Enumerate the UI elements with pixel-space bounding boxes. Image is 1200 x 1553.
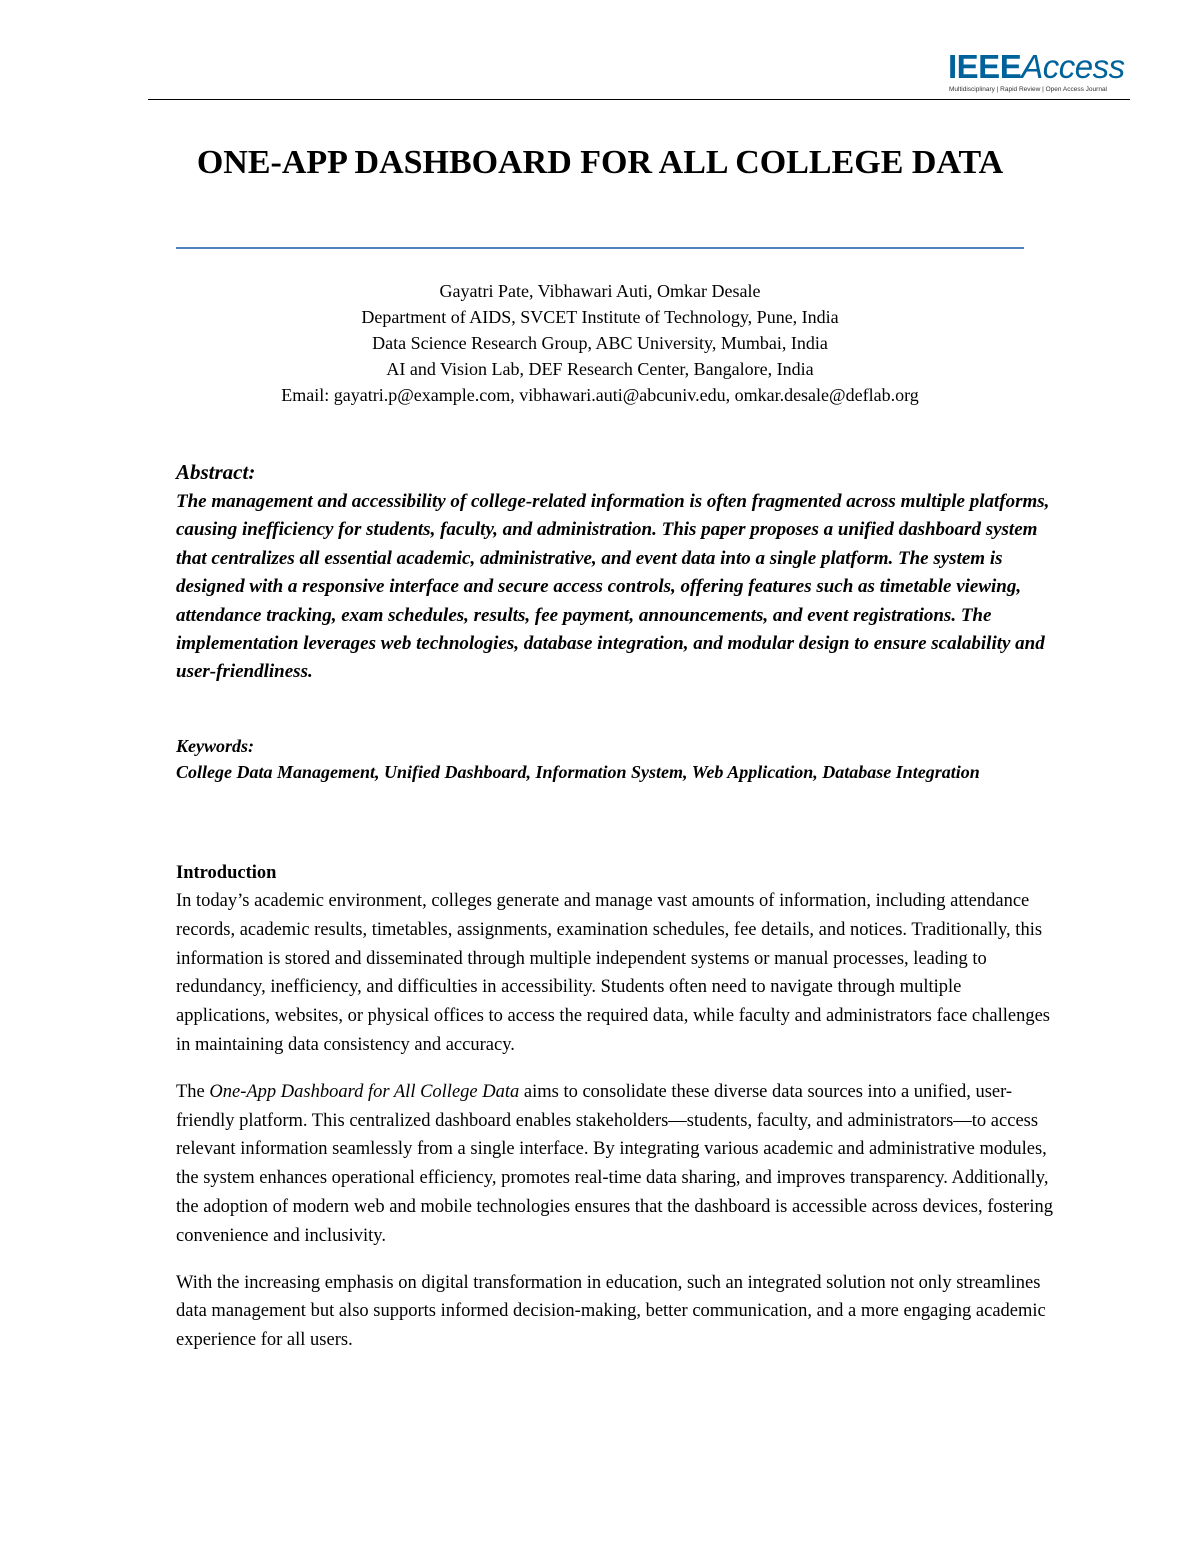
author-emails: Email: gayatri.p@example.com, vibhawari.auti@abcuniv.edu, omkar.desale@deflab.org: [281, 385, 919, 405]
intro-paragraph-2: [176, 1078, 1056, 1251]
intro-paragraph-3: With the increasing emphasis on digital transformation in education, such an integrated solution not only streamlines data management but also supports informed decision-making, better communication, and a more engaging academic experience for all users.: [176, 1272, 1046, 1351]
affiliation-3: AI and Vision Lab, DEF Research Center, Bangalore, India: [386, 359, 814, 379]
affiliation-2: Data Science Research Group, ABC University, Mumbai, India: [372, 333, 828, 353]
abstract-section: [176, 458, 1056, 687]
keywords-section: [176, 733, 1056, 785]
title-divider: [176, 247, 1024, 249]
author-block: [150, 278, 1050, 408]
header-divider: [148, 99, 1130, 100]
logo-wordmark: [948, 48, 1125, 86]
intro-paragraph-1: In today’s academic environment, colleges generate and manage vast amounts of information, including attendance records, academic results, timetables, assignments, examination schedules, fee details, and notices. Traditionally, this information is stored and disseminated through multiple independent systems or manual processes, leading to redundancy, inefficiency, and difficulties in accessibility. Students often need to navigate through multiple applications, websites, or physical offices to access the required data, while faculty and administrators face challenges in maintaining data consistency and accuracy.: [176, 891, 1050, 1055]
affiliation-1: Department of AIDS, SVCET Institute of Technology, Pune, India: [361, 307, 839, 327]
keywords-body: College Data Management, Unified Dashboard, Information System, Web Application, Database Integration: [176, 762, 980, 782]
introduction-section: [176, 859, 1056, 1373]
ieee-access-logo: [948, 48, 1130, 98]
logo-ieee-text: IEEE: [948, 48, 1022, 85]
paper-title: ONE-APP DASHBOARD FOR ALL COLLEGE DATA: [196, 144, 1004, 181]
keywords-heading: Keywords:: [176, 736, 254, 756]
abstract-body: The management and accessibility of college-related information is often fragmented across multiple platforms, causing inefficiency for students, faculty, and administration. This paper proposes a unified dashboard system that centralizes all essential academic, administrative, and event data into a single platform. The system is designed with a responsive interface and secure access controls, offering features such as timetable viewing, attendance tracking, exam schedules, results, fee payment, announcements, and event registrations. The implementation leverages web technologies, database integration, and modular design to ensure scalability and user-friendliness.: [176, 491, 1050, 683]
author-names: Gayatri Pate, Vibhawari Auti, Omkar Desale: [439, 281, 761, 301]
logo-tagline: Multidisciplinary | Rapid Review | Open Access Journal: [949, 86, 1107, 93]
intro-p2-italic-title: One-App Dashboard for All College Data: [209, 1081, 520, 1102]
introduction-heading: Introduction: [176, 863, 277, 883]
intro-p2-rest: aims to consolidate these diverse data sources into a unified, user-friendly platform. This centralized dashboard enables stakeholders—students, faculty, and administrators—to access relevant information seamlessly from a single interface. By integrating various academic and administrative modules, the system enhances operational efficiency, promotes real-time data sharing, and improves transparency. Additionally, the adoption of modern web and mobile technologies ensures that the dashboard is accessible across devices, fostering convenience and inclusivity.: [176, 1081, 1053, 1246]
logo-access-text: Access: [1021, 48, 1125, 85]
abstract-heading: Abstract:: [176, 460, 256, 484]
intro-p2-start: The: [176, 1081, 210, 1102]
